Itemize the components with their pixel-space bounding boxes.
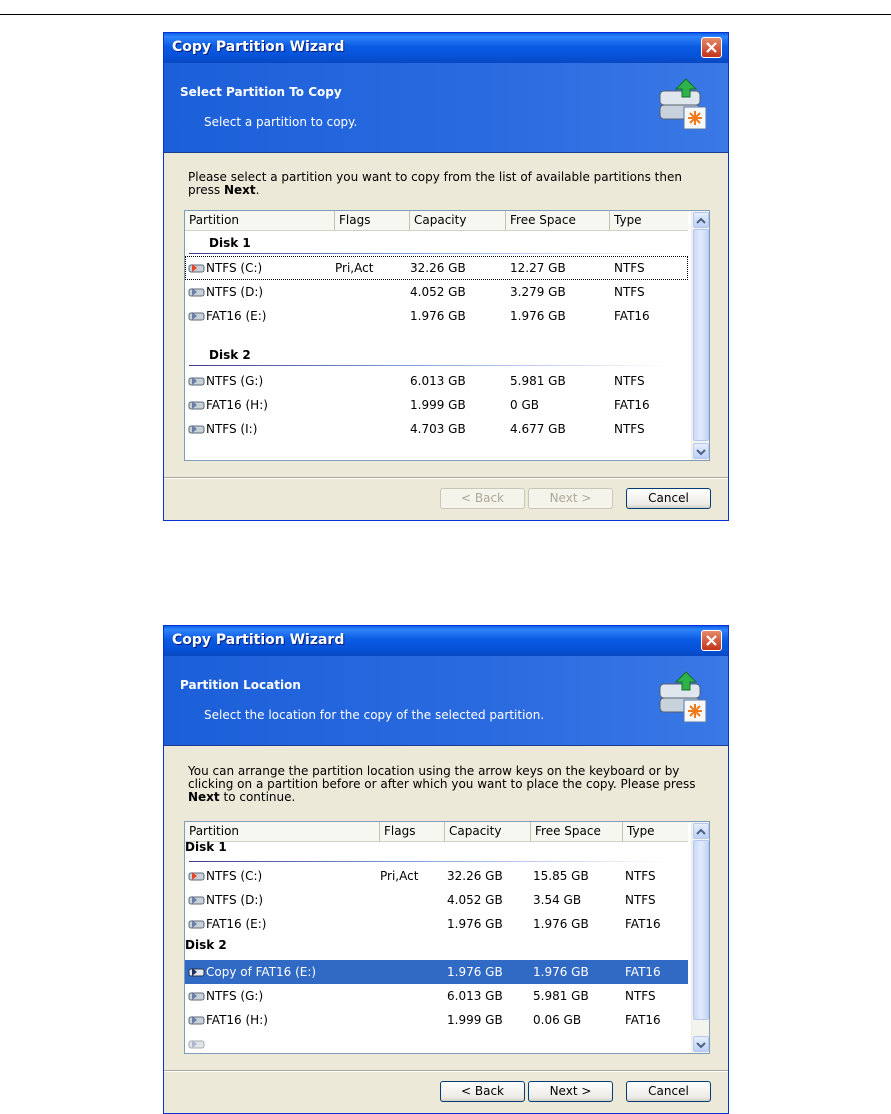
system-partition-icon [188,871,205,881]
close-button[interactable] [701,37,722,58]
partition-icon [188,1039,205,1049]
chevron-down-icon [694,1038,708,1052]
cell-partition: NTFS (D:) [206,285,264,299]
back-button[interactable]: < Back [440,1081,525,1102]
system-partition-icon [188,263,205,273]
cell-free-space: 3.279 GB [510,285,566,299]
cancel-button[interactable]: Cancel [626,1081,711,1102]
column-flags[interactable]: Flags [380,822,445,841]
cancel-button[interactable]: Cancel [626,488,711,509]
cell-type: FAT16 [614,309,650,323]
copy-disk-icon [652,75,712,135]
header-subtitle: Select a partition to copy. [204,115,358,129]
header-subtitle: Select the location for the copy of the selected partition. [204,708,545,722]
cell-capacity: 1.976 GB [447,917,503,931]
disk-divider [189,253,669,254]
disk-group-header [185,934,688,956]
scroll-down-button[interactable] [693,443,709,459]
partition-icon [188,376,205,386]
table-row[interactable] [185,304,688,328]
next-button[interactable]: Next > [528,1081,613,1102]
cell-partition: NTFS (D:) [206,893,264,907]
disk-label: Disk 1 [209,236,251,250]
window-title: Copy Partition Wizard [172,632,345,648]
cell-capacity: 32.26 GB [447,869,503,883]
header-title: Select Partition To Copy [180,85,342,99]
instruction-line: clicking on a partition before or after which you want to place the copy. Please press [188,777,696,791]
cell-partition: NTFS (C:) [206,869,263,883]
vertical-scrollbar[interactable] [691,211,709,460]
cell-partition: NTFS (C:) [206,261,263,275]
cell-type: NTFS [625,893,656,907]
disk-divider [189,861,669,862]
header-title: Partition Location [180,678,301,692]
back-button[interactable]: < Back [440,488,525,509]
partition-icon [188,895,205,905]
instruction-text [188,171,708,197]
table-row[interactable] [185,888,688,912]
disk-label: Disk 2 [209,348,251,362]
cell-type: NTFS [614,422,645,436]
partition-list[interactable] [184,210,710,461]
cell-capacity: 1.976 GB [410,309,466,323]
chevron-up-icon [694,214,708,228]
partition-icon [188,991,205,1001]
table-row-partial[interactable] [185,1032,688,1054]
copy-partition-wizard-step1 [163,32,729,521]
partition-icon [188,311,205,321]
table-row-selected[interactable] [185,960,688,984]
scroll-down-button[interactable] [693,1036,709,1052]
cell-free-space: 1.976 GB [533,965,589,979]
column-flags[interactable]: Flags [335,211,410,230]
cell-flags: Pri,Act [335,261,374,275]
cell-type: NTFS [625,989,656,1003]
cell-partition: NTFS (G:) [206,989,264,1003]
cell-partition: FAT16 (E:) [206,917,267,931]
wizard-header [164,656,728,746]
cell-free-space: 5.981 GB [533,989,589,1003]
column-type[interactable]: Type [614,213,642,227]
instruction-suffix: . [255,183,260,197]
table-row[interactable] [185,864,688,888]
cell-capacity: 1.999 GB [447,1013,503,1027]
cell-free-space: 0.06 GB [533,1013,582,1027]
chevron-down-icon [694,445,708,459]
cell-type: FAT16 [625,917,661,931]
cell-free-space: 4.677 GB [510,422,566,436]
scroll-thumb[interactable] [693,840,709,1020]
cell-capacity: 4.052 GB [447,893,503,907]
disk-label: Disk 2 [185,938,227,952]
vertical-scrollbar[interactable] [691,822,709,1053]
close-button[interactable] [701,630,722,651]
close-icon [706,42,717,53]
cell-free-space: 1.976 GB [510,309,566,323]
page-rule [0,14,891,15]
cell-capacity: 4.052 GB [410,285,466,299]
table-row[interactable] [185,256,688,280]
cell-flags: Pri,Act [380,869,419,883]
cell-type: NTFS [614,374,645,388]
instruction-line: You can arrange the partition location using the arrow keys on the keyboard or by [188,764,680,778]
cell-partition: NTFS (G:) [206,374,264,388]
cell-capacity: 6.013 GB [447,989,503,1003]
partition-icon [188,424,205,434]
table-row[interactable] [185,280,688,304]
footer-separator [164,1070,728,1072]
table-row[interactable] [185,369,688,393]
title-bar[interactable] [164,33,728,63]
cell-type: FAT16 [614,398,650,412]
footer-separator [164,477,728,479]
partition-icon [188,287,205,297]
cell-free-space: 1.976 GB [533,917,589,931]
cell-type: NTFS [614,261,645,275]
disk-group-header [185,231,688,255]
instruction-prefix: Please select a partition you want to copy from the list of available partitions then press [188,170,682,197]
scroll-up-button[interactable] [693,823,709,839]
window-title: Copy Partition Wizard [172,39,345,55]
disk-divider [189,365,669,366]
cell-capacity: 1.999 GB [410,398,466,412]
cell-capacity: 4.703 GB [410,422,466,436]
cell-free-space: 3.54 GB [533,893,582,907]
table-row[interactable] [185,912,688,936]
cell-capacity: 1.976 GB [447,965,503,979]
instruction-suffix: to continue. [219,790,296,804]
cell-partition: FAT16 (E:) [206,309,267,323]
table-row[interactable] [185,984,688,1008]
cell-capacity: 6.013 GB [410,374,466,388]
column-type[interactable]: Type [627,824,655,838]
column-partition[interactable]: Partition [185,211,335,230]
instruction-bold: Next [224,183,256,197]
table-row[interactable] [185,1008,688,1032]
column-free-space[interactable]: Free Space [531,822,623,841]
partition-list[interactable] [184,821,710,1054]
disk-label: Disk 1 [185,840,227,854]
table-row[interactable] [185,417,688,441]
cell-capacity: 32.26 GB [410,261,466,275]
table-row[interactable] [185,393,688,417]
scroll-up-button[interactable] [693,212,709,228]
wizard-header [164,63,728,153]
copy-disk-icon [652,668,712,728]
disk-group-header [185,836,688,858]
partition-icon [188,919,205,929]
cell-free-space: 15.85 GB [533,869,589,883]
disk-group-header [185,343,688,367]
partition-icon [188,1015,205,1025]
cell-type: FAT16 [625,1013,661,1027]
column-capacity[interactable]: Capacity [410,211,506,230]
list-header [185,211,688,231]
cell-partition: NTFS (I:) [206,422,258,436]
cell-free-space: 5.981 GB [510,374,566,388]
partition-copy-icon [188,967,205,977]
cell-partition: FAT16 (H:) [206,398,268,412]
cell-type: NTFS [614,285,645,299]
next-button[interactable]: Next > [528,488,613,509]
copy-partition-wizard-step2 [163,625,729,1114]
title-bar[interactable] [164,626,728,656]
instruction-bold: Next [188,790,220,804]
column-partition[interactable]: Partition [185,822,380,841]
cell-type: NTFS [625,869,656,883]
cell-free-space: 12.27 GB [510,261,566,275]
cell-free-space: 0 GB [510,398,539,412]
partition-icon [188,400,205,410]
cell-partition: FAT16 (H:) [206,1013,268,1027]
close-icon [706,635,717,646]
instruction-text [188,765,708,804]
column-capacity[interactable]: Capacity [445,822,531,841]
column-free-space[interactable]: Free Space [506,211,610,230]
scroll-thumb[interactable] [693,229,709,441]
cell-partition: Copy of FAT16 (E:) [206,965,317,979]
chevron-up-icon [694,825,708,839]
cell-type: FAT16 [625,965,661,979]
